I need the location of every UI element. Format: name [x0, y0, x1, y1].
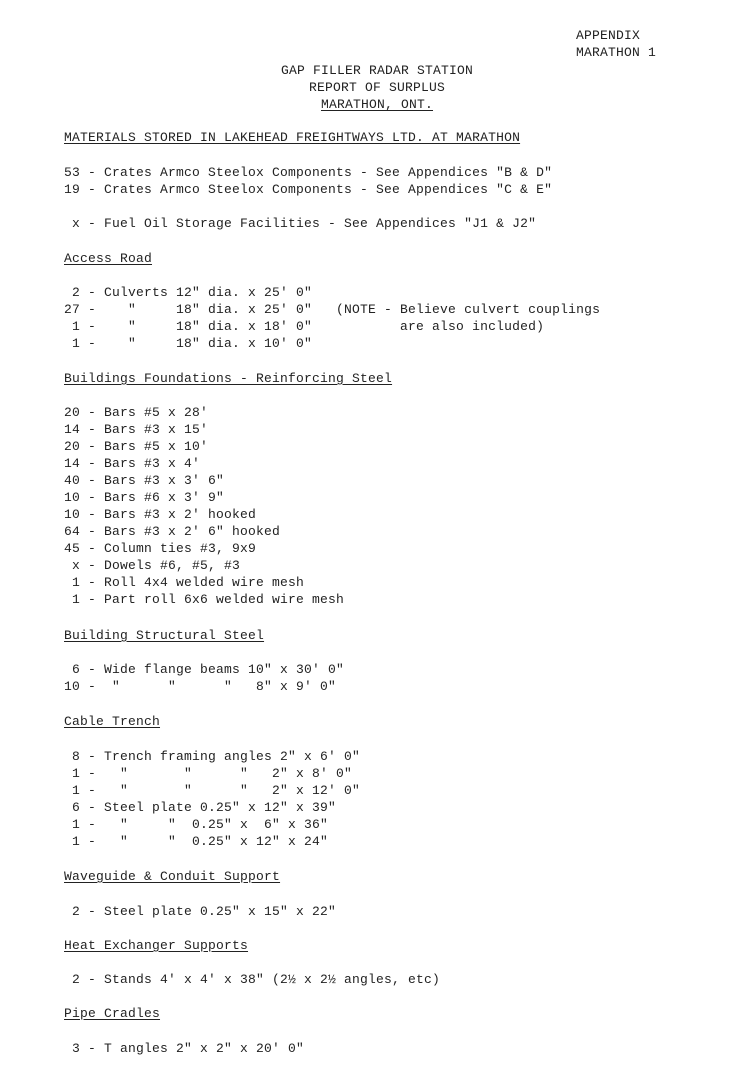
foundations-line: 10 - Bars #3 x 2' hooked [64, 507, 257, 522]
materials-heading: MATERIALS STORED IN LAKEHEAD FREIGHTWAYS LTD. AT MARATHON [64, 130, 521, 145]
access-road-line: 1 - " 18" dia. x 10' 0" [64, 336, 313, 351]
materials-line: 19 - Crates Armco Steelox Components - See Appendices "C & E" [64, 182, 553, 197]
foundations-line: x - Dowels #6, #5, #3 [64, 558, 241, 573]
foundations-heading: Buildings Foundations - Reinforcing Steel [64, 371, 393, 386]
structural-line: 10 - " " " 8" x 9' 0" [64, 679, 337, 694]
cable-trench-line: 1 - " " 0.25" x 12" x 24" [64, 834, 329, 849]
foundations-line: 1 - Roll 4x4 welded wire mesh [64, 575, 305, 590]
access-road-heading: Access Road [64, 251, 153, 266]
waveguide-heading: Waveguide & Conduit Support [64, 869, 281, 884]
foundations-line: 1 - Part roll 6x6 welded wire mesh [64, 592, 345, 607]
waveguide-line: 2 - Steel plate 0.25" x 15" x 22" [64, 904, 337, 919]
foundations-line: 14 - Bars #3 x 4' [64, 456, 201, 471]
title-line-1: GAP FILLER RADAR STATION [280, 63, 474, 78]
foundations-line: 20 - Bars #5 x 28' [64, 405, 209, 420]
cable-trench-heading: Cable Trench [64, 714, 161, 729]
pipe-cradles-line: 3 - T angles 2" x 2" x 20' 0" [64, 1041, 305, 1056]
access-road-line: 2 - Culverts 12" dia. x 25' 0" [64, 285, 313, 300]
cable-trench-line: 1 - " " " 2" x 12' 0" [64, 783, 361, 798]
foundations-line: 10 - Bars #6 x 3' 9" [64, 490, 225, 505]
foundations-line: 40 - Bars #3 x 3' 6" [64, 473, 225, 488]
cable-trench-line: 1 - " " " 2" x 8' 0" [64, 766, 353, 781]
foundations-line: 64 - Bars #3 x 2' 6" hooked [64, 524, 281, 539]
materials-line: x - Fuel Oil Storage Facilities - See Appendices "J1 & J2" [64, 216, 537, 231]
title-line-3: MARATHON, ONT. [320, 97, 434, 112]
foundations-line: 14 - Bars #3 x 15' [64, 422, 209, 437]
access-road-line: 27 - " 18" dia. x 25' 0" (NOTE - Believe culvert couplings [64, 302, 601, 317]
appendix-label: APPENDIX [576, 28, 641, 43]
cable-trench-line: 8 - Trench framing angles 2" x 6' 0" [64, 749, 361, 764]
materials-line: 53 - Crates Armco Steelox Components - See Appendices "B & D" [64, 165, 553, 180]
appendix-id: MARATHON 1 [576, 45, 657, 60]
foundations-line: 20 - Bars #5 x 10' [64, 439, 209, 454]
structural-line: 6 - Wide flange beams 10" x 30' 0" [64, 662, 345, 677]
heat-exchanger-heading: Heat Exchanger Supports [64, 938, 249, 953]
cable-trench-line: 6 - Steel plate 0.25" x 12" x 39" [64, 800, 337, 815]
title-line-2: REPORT OF SURPLUS [308, 80, 446, 95]
pipe-cradles-heading: Pipe Cradles [64, 1006, 161, 1021]
access-road-line: 1 - " 18" dia. x 18' 0" are also included) [64, 319, 545, 334]
structural-heading: Building Structural Steel [64, 628, 265, 643]
heat-exchanger-line: 2 - Stands 4' x 4' x 38" (2½ x 2½ angles, etc) [64, 972, 441, 987]
foundations-line: 45 - Column ties #3, 9x9 [64, 541, 257, 556]
cable-trench-line: 1 - " " 0.25" x 6" x 36" [64, 817, 329, 832]
